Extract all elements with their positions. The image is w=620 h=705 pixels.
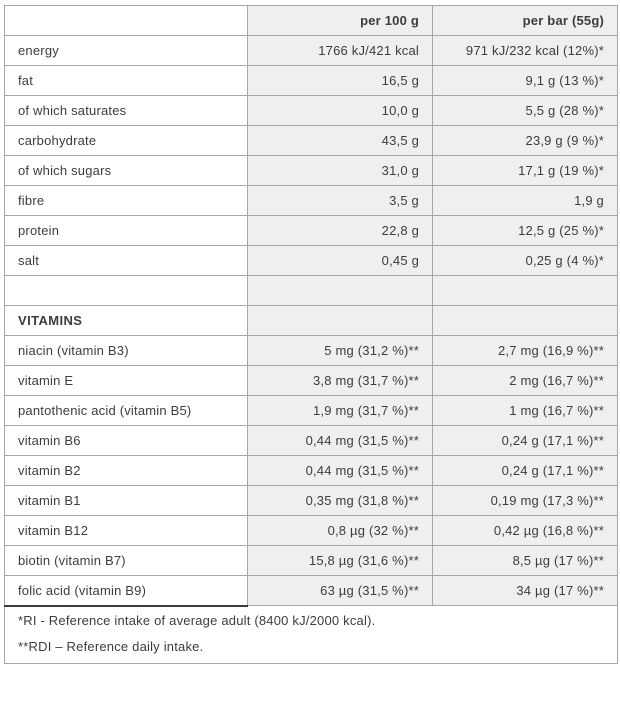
row-label: carbohydrate <box>5 126 248 156</box>
value-per-bar: 34 µg (17 %)** <box>433 576 618 606</box>
value-per-bar: 0,24 g (17,1 %)** <box>433 426 618 456</box>
table-row <box>5 126 618 156</box>
footnote-rdi: **RDI – Reference daily intake. <box>18 639 204 655</box>
footnotes-row <box>5 606 618 664</box>
value-per-bar: 23,9 g (9 %)* <box>433 126 618 156</box>
value-per-100g: 5 mg (31,2 %)** <box>248 336 433 366</box>
row-label: folic acid (vitamin B9) <box>5 576 248 606</box>
value-per-bar: 971 kJ/232 kcal (12%)* <box>433 36 618 66</box>
value-per-bar <box>433 276 618 306</box>
table-row <box>5 156 618 186</box>
value-per-100g: 16,5 g <box>248 66 433 96</box>
row-label <box>5 276 248 306</box>
spacer-row <box>5 276 618 306</box>
footnotes-cell <box>5 606 618 664</box>
value-per-bar: 17,1 g (19 %)* <box>433 156 618 186</box>
row-label: of which saturates <box>5 96 248 126</box>
row-label: fibre <box>5 186 248 216</box>
value-per-100g: 1766 kJ/421 kcal <box>248 36 433 66</box>
row-label: biotin (vitamin B7) <box>5 546 248 576</box>
value-per-bar: 0,24 g (17,1 %)** <box>433 456 618 486</box>
value-per-100g: 1,9 mg (31,7 %)** <box>248 396 433 426</box>
footnote-ri: *RI - Reference intake of average adult (8400 kJ/2000 kcal). <box>18 612 376 628</box>
value-per-100g: 63 µg (31,5 %)** <box>248 576 433 606</box>
header-empty-cell <box>5 6 248 36</box>
table-row <box>5 546 618 576</box>
nutrition-table <box>4 5 618 664</box>
row-label: energy <box>5 36 248 66</box>
value-per-100g: 0,44 mg (31,5 %)** <box>248 426 433 456</box>
value-per-bar: 8,5 µg (17 %)** <box>433 546 618 576</box>
row-label: vitamin B2 <box>5 456 248 486</box>
table-row <box>5 246 618 276</box>
table-row <box>5 366 618 396</box>
table-row <box>5 216 618 246</box>
value-per-100g: 43,5 g <box>248 126 433 156</box>
table-row <box>5 516 618 546</box>
value-per-100g: 0,45 g <box>248 246 433 276</box>
row-label: vitamin B12 <box>5 516 248 546</box>
value-per-bar: 0,25 g (4 %)* <box>433 246 618 276</box>
value-per-100g: 3,5 g <box>248 186 433 216</box>
row-label: vitamin B6 <box>5 426 248 456</box>
section-row <box>5 306 618 336</box>
row-label: salt <box>5 246 248 276</box>
value-per-100g: 22,8 g <box>248 216 433 246</box>
value-per-bar: 0,42 µg (16,8 %)** <box>433 516 618 546</box>
value-per-100g: 3,8 mg (31,7 %)** <box>248 366 433 396</box>
value-per-bar: 2,7 mg (16,9 %)** <box>433 336 618 366</box>
value-per-100g: 15,8 µg (31,6 %)** <box>248 546 433 576</box>
value-per-100g: 0,35 mg (31,8 %)** <box>248 486 433 516</box>
header-per-100g: per 100 g <box>248 6 433 36</box>
table-body <box>5 36 618 606</box>
row-label: of which sugars <box>5 156 248 186</box>
value-per-100g: 31,0 g <box>248 156 433 186</box>
header-row <box>5 6 618 36</box>
table-row <box>5 576 618 606</box>
value-per-bar: 12,5 g (25 %)* <box>433 216 618 246</box>
header-per-bar: per bar (55g) <box>433 6 618 36</box>
value-per-100g <box>248 276 433 306</box>
table-row <box>5 336 618 366</box>
row-label: fat <box>5 66 248 96</box>
row-label: vitamin B1 <box>5 486 248 516</box>
value-per-bar: 5,5 g (28 %)* <box>433 96 618 126</box>
row-label: VITAMINS <box>5 306 248 336</box>
value-per-100g: 0,44 mg (31,5 %)** <box>248 456 433 486</box>
value-per-bar: 9,1 g (13 %)* <box>433 66 618 96</box>
table-row <box>5 36 618 66</box>
table-row <box>5 186 618 216</box>
value-per-100g: 0,8 µg (32 %)** <box>248 516 433 546</box>
table-row <box>5 426 618 456</box>
value-per-bar: 1,9 g <box>433 186 618 216</box>
value-per-bar <box>433 306 618 336</box>
table-row <box>5 456 618 486</box>
row-label: pantothenic acid (vitamin B5) <box>5 396 248 426</box>
value-per-100g: 10,0 g <box>248 96 433 126</box>
table-row <box>5 96 618 126</box>
value-per-bar: 1 mg (16,7 %)** <box>433 396 618 426</box>
table-row <box>5 396 618 426</box>
table-row <box>5 486 618 516</box>
row-label: protein <box>5 216 248 246</box>
row-label: vitamin E <box>5 366 248 396</box>
row-label: niacin (vitamin B3) <box>5 336 248 366</box>
value-per-100g <box>248 306 433 336</box>
value-per-bar: 2 mg (16,7 %)** <box>433 366 618 396</box>
value-per-bar: 0,19 mg (17,3 %)** <box>433 486 618 516</box>
table-row <box>5 66 618 96</box>
